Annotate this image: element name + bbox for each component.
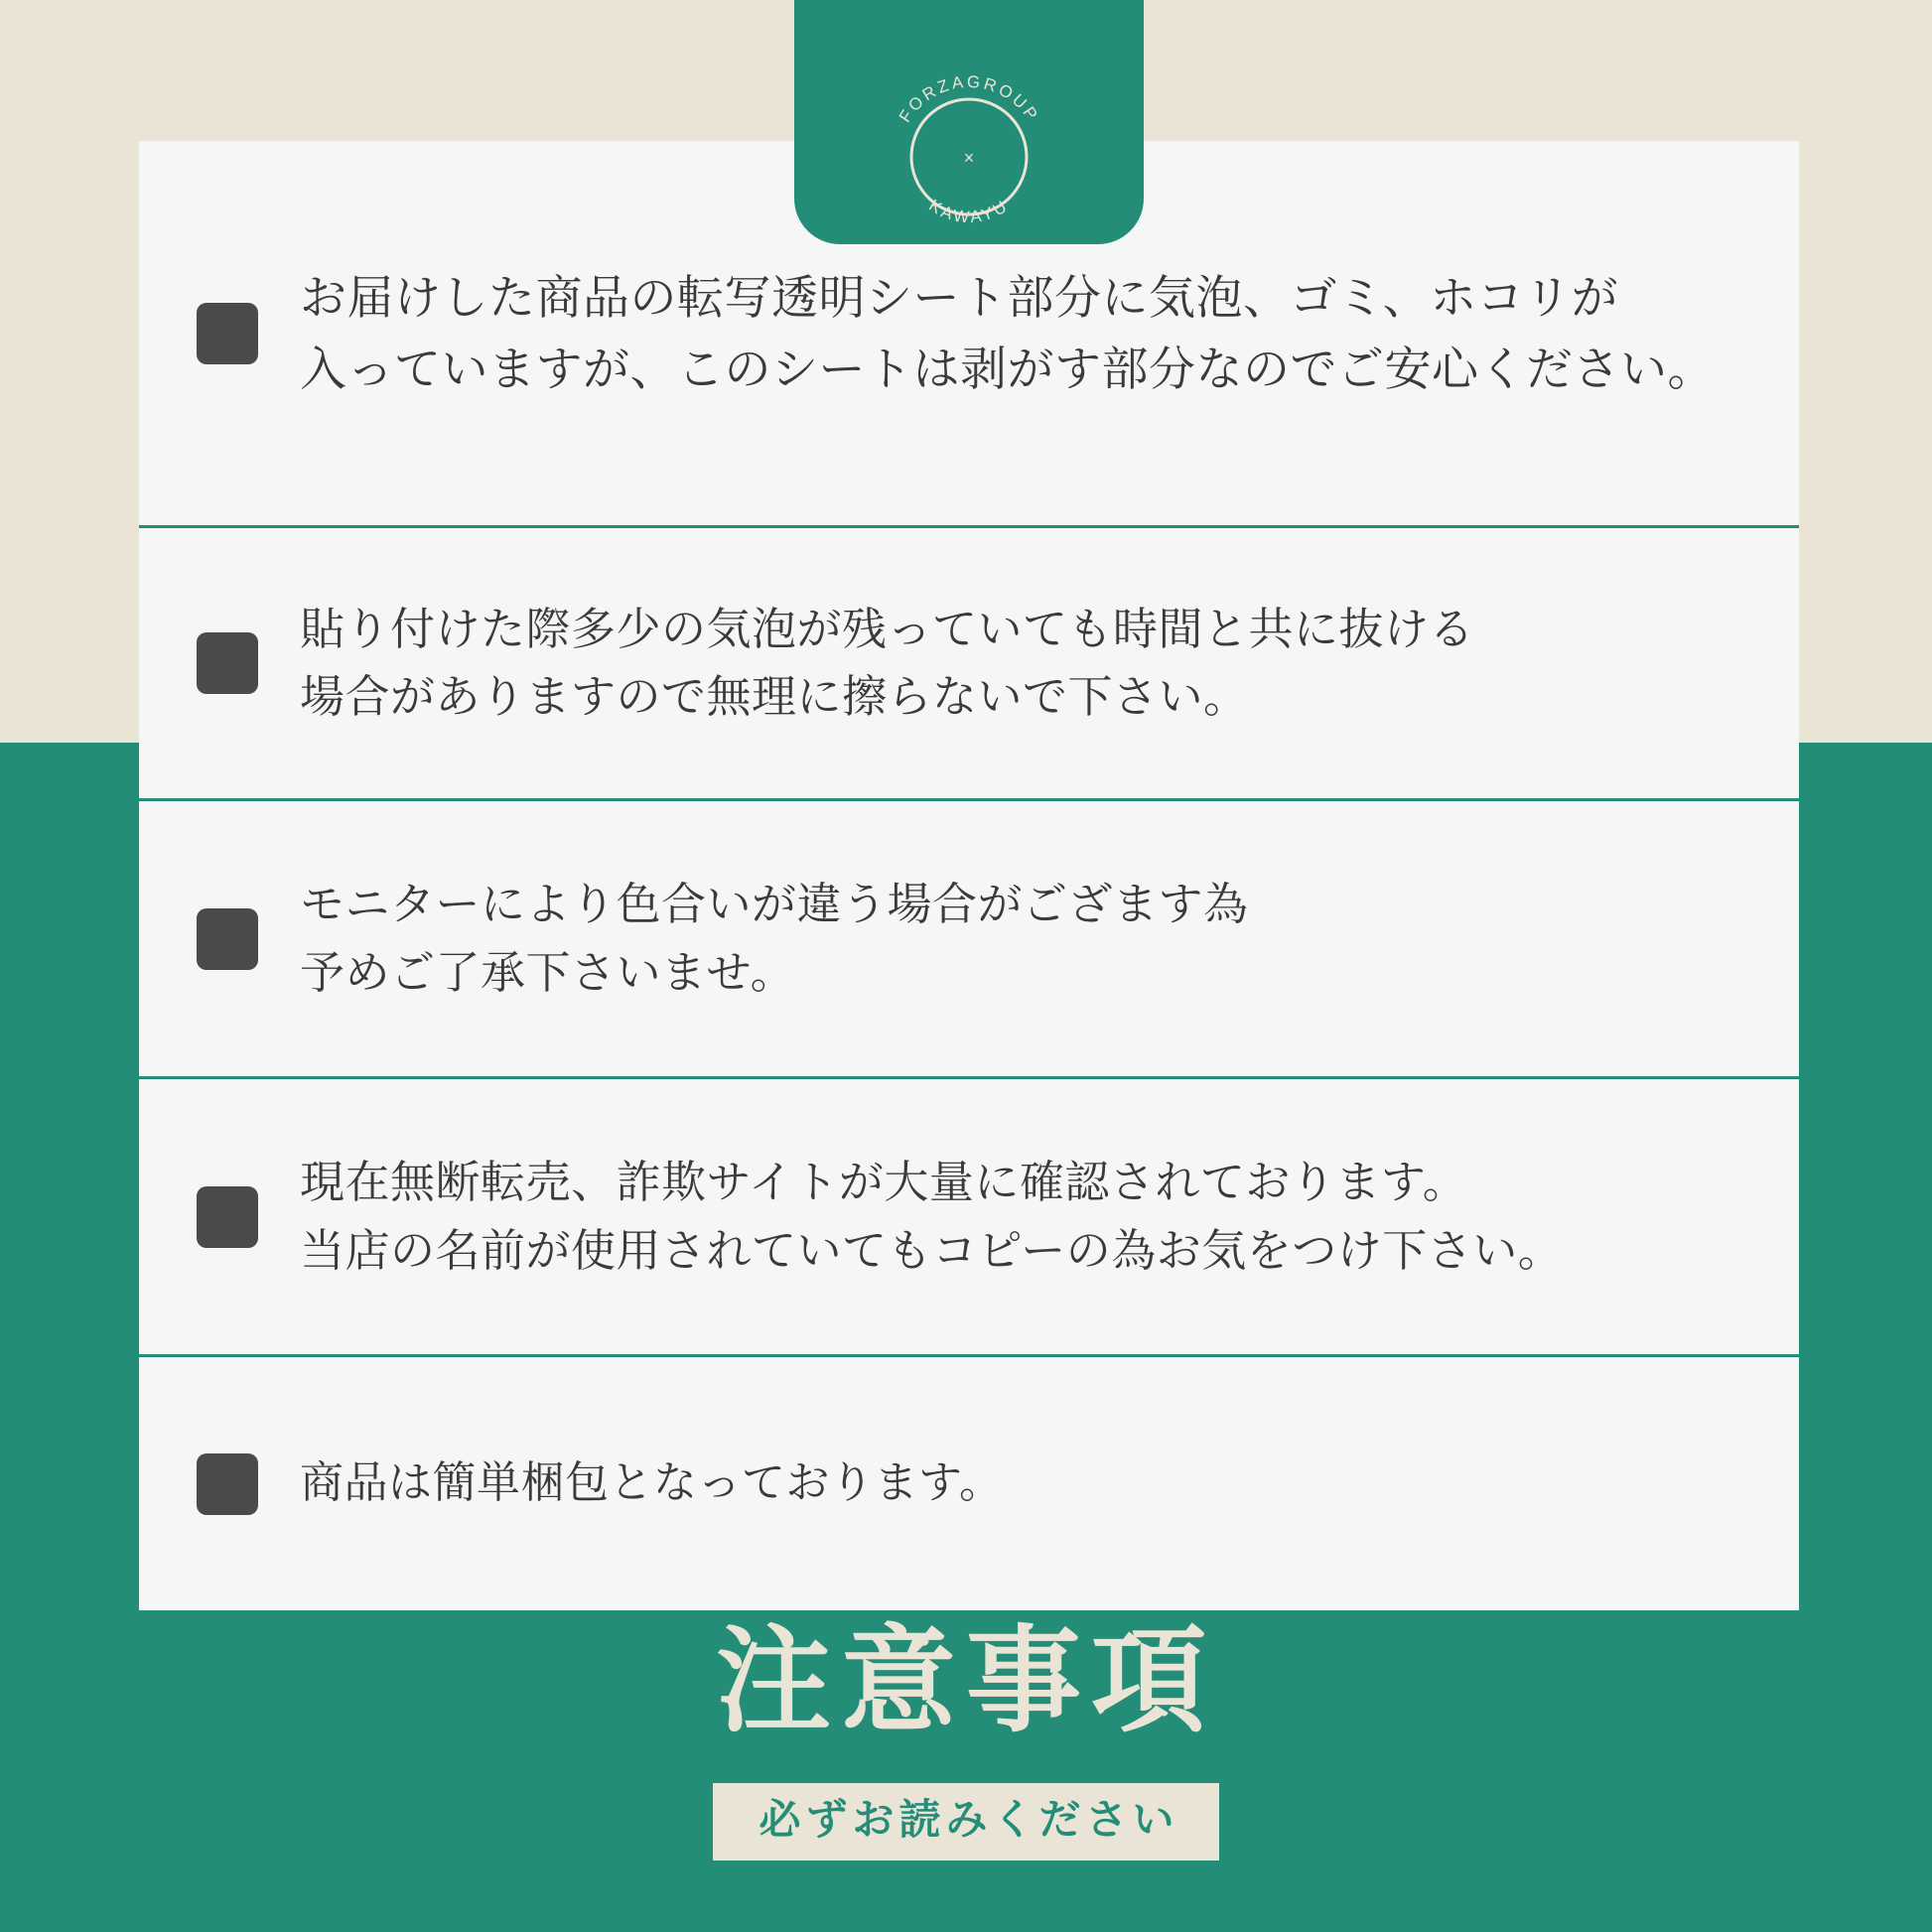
footer-subtitle-badge <box>713 1783 1218 1861</box>
notice-line: 場合がありますので無理に擦らないで下さい。 <box>300 671 1249 722</box>
notice-line: お届けした商品の転写透明シート部分に気泡、ゴミ、ホコリが <box>300 271 1619 325</box>
notice-line: 現在無断転売、詐欺サイトが大量に確認されております。 <box>300 1157 1468 1208</box>
page-title: 注意事項 <box>716 1616 1216 1745</box>
notice-list <box>139 141 1799 1610</box>
notice-line: モニターにより色合いが違う場合がござます為 <box>300 879 1249 930</box>
bullet-square-icon <box>197 1186 258 1248</box>
svg-text:×: × <box>963 148 975 168</box>
notice-text <box>300 262 1715 404</box>
bullet-square-icon <box>197 632 258 694</box>
notice-line: 貼り付けた際多少の気泡が残っていても時間と共に抜ける <box>300 603 1475 654</box>
list-item <box>139 801 1799 1079</box>
footer <box>0 1618 1932 1861</box>
list-item <box>139 1357 1799 1610</box>
notice-line: 予めご了承下さいませ。 <box>300 946 796 998</box>
notice-line: 商品は簡単梱包となっております。 <box>300 1458 1004 1508</box>
list-item <box>139 1079 1799 1357</box>
notice-line: 入っていますが、このシートは剥がす部分なのでご安心ください。 <box>300 342 1715 395</box>
brand-logo-mark <box>870 58 1068 256</box>
bullet-square-icon <box>197 1453 258 1515</box>
footer-subtitle: 必ずお読みください <box>759 1795 1179 1843</box>
svg-text:KAWAYU: KAWAYU <box>925 196 1013 227</box>
notice-text <box>300 871 1249 1007</box>
list-item <box>139 528 1799 801</box>
bullet-square-icon <box>197 908 258 970</box>
svg-text:FORZAGROUP: FORZAGROUP <box>895 71 1043 126</box>
notice-card <box>139 141 1799 1610</box>
notice-text <box>300 1149 1563 1285</box>
notice-line: 当店の名前が使用されていてもコピーの為お気をつけ下さい。 <box>300 1224 1564 1276</box>
bullet-square-icon <box>197 303 258 364</box>
brand-logo-badge <box>794 0 1144 244</box>
notice-text <box>300 596 1474 732</box>
notice-text <box>300 1450 1003 1517</box>
